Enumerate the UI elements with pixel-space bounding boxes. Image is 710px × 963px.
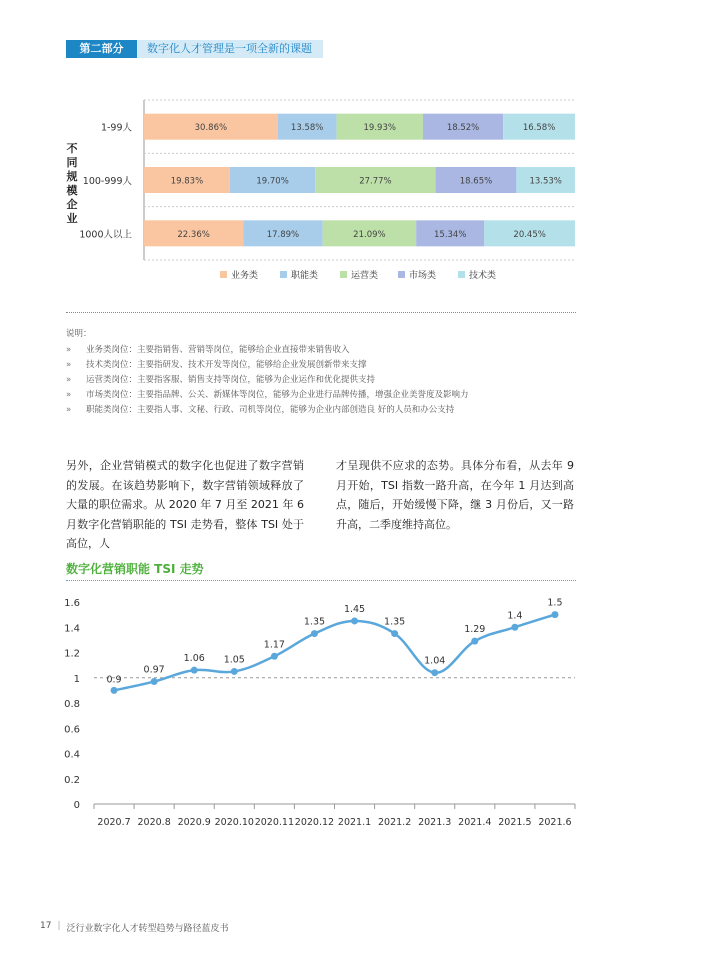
footer [40,921,229,934]
line-x-label: 2020.8 [137,817,171,828]
footer-separator: | [57,921,61,931]
bar-data-label: 13.58% [290,123,324,134]
line-ytick-label: 0.6 [64,724,80,736]
line-data-label: 1.5 [547,597,563,609]
line-ytick-label: 0.2 [64,774,80,786]
bar-legend-label: 职能类 [291,271,319,281]
line-point [311,630,318,637]
line-point [151,678,158,685]
bar-ylabel-char: 不 [66,142,78,155]
line-point [351,617,358,624]
bar-data-label: 15.34% [434,229,467,240]
bar-data-label: 21.09% [353,229,386,240]
line-x-label: 2021.6 [538,817,572,828]
note-bullet: » [66,405,72,415]
line-point [191,667,198,674]
note-text: 职能类岗位：主要指人事、文秘、行政、司机等岗位，能够为企业内部创造良 好的人员和办公支持 [86,405,455,415]
line-x-label: 2021.4 [458,817,492,828]
line-data-label: 1.4 [507,610,523,622]
line-ytick-label: 1.6 [64,598,80,609]
bar-data-label: 19.83% [170,176,204,187]
line-x-label: 2021.5 [498,817,532,828]
body-text-right: 才呈现供不应求的态势。具体分布看，从去年 9 月开始，TSI 指数一路升高，在今年 1 月达到高点，随后，开始缓慢下降，继 3 月份后，又一路升高，二季度维持高位。 [336,459,574,531]
bar-data-label: 19.93% [363,123,396,134]
line-data-label: 1.35 [303,616,326,628]
line-point [511,624,518,631]
note-item [66,403,586,418]
bar-legend-label: 业务类 [231,271,259,281]
note-bullet: » [66,375,72,385]
bar-legend-swatch [398,271,405,278]
bar-data-label: 16.58% [522,123,556,134]
line-ytick-label: 0.4 [64,749,80,761]
line-data-label: 1.17 [263,639,285,651]
note-bullet: » [66,360,72,370]
line-point [551,611,558,618]
bar-ylabel-char: 模 [66,184,78,197]
note-text: 技术类岗位：主要指研发、技术开发等岗位，能够给企业发展创新带来支撑 [86,360,367,370]
note-text: 运营类岗位：主要指客服、销售支持等岗位，能够为企业运作和优化提供支持 [86,375,376,385]
note-text: 业务类岗位：主要指销售、营销等岗位，能够给企业直接带来销售收入 [86,345,350,355]
bar-legend-label: 运营类 [351,271,379,281]
bar-ylabel-char: 业 [66,212,78,225]
section-title: 数字化人才管理是一项全新的课题 [137,40,323,58]
line-ytick-label: 1 [73,673,80,685]
bar-legend-label: 技术类 [469,271,497,281]
line-series [114,615,555,691]
note-bullet: » [66,345,72,355]
bar-data-label: 20.45% [513,229,546,240]
bar-legend-swatch [340,271,347,278]
note-bullet: » [66,390,72,400]
line-x-label: 2020.10 [214,817,254,828]
bar-data-label: 19.70% [256,176,289,187]
bar-category-label: 1-99人 [100,122,132,134]
line-x-label: 2021.3 [418,817,452,828]
bar-data-label: 13.53% [529,176,562,187]
line-ytick-label: 1.2 [64,648,80,660]
notes [66,327,586,418]
note-item [66,388,586,403]
bar-legend-swatch [458,271,465,278]
bar-category-label: 100-999人 [82,176,132,187]
line-data-label: 1.05 [223,654,245,666]
line-point [391,630,398,637]
line-data-label: 1.35 [384,616,406,628]
line-data-label: 1.29 [464,624,486,636]
line-point [471,638,478,645]
bar-data-label: 30.86% [194,123,228,134]
line-x-label: 2021.2 [378,817,412,828]
bar-data-label: 17.89% [266,229,300,240]
bar-data-label: 18.52% [446,123,480,134]
body-text-left: 另外，企业营销模式的数字化也促进了数字营销的发展。在该趋势影响下，数字营销领域释放了大量的职位需求。从 2020 年 7 月至 2021 年 6 月数字化营销职能的 TSI 走势看，整体 TSI 处于高位，人 [66,459,304,550]
line-x-label: 2021.1 [337,817,372,828]
note-item [66,373,586,388]
page-number: 17 [40,921,52,931]
line-x-label: 2020.9 [177,817,211,828]
line-x-label: 2020.11 [254,817,295,828]
note-text: 市场类岗位：主要指品牌、公关、新媒体等岗位，能够为企业进行品牌传播，增强企业美誉度及影响力 [86,390,469,400]
line-chart [50,590,595,840]
line-ytick-label: 0.8 [64,699,80,710]
bar-data-label: 22.36% [177,229,210,240]
bar-data-label: 18.65% [459,176,493,187]
line-point [111,687,118,694]
line-chart-title: 数字化营销职能 TSI 走势 [66,562,204,576]
line-point [431,669,438,676]
line-data-label: 1.04 [424,655,446,667]
line-ytick-label: 0 [73,800,80,811]
divider-top [66,312,576,313]
line-x-label: 2020.7 [97,817,131,828]
line-data-label: 1.45 [343,603,366,615]
line-ytick-label: 1.4 [64,623,80,635]
line-chart-svg [50,590,595,840]
note-item [66,343,586,358]
line-point [271,653,278,660]
line-x-label: 2020.12 [294,817,335,828]
stacked-bar-chart [60,88,580,298]
section-tag: 第二部分 [66,40,137,58]
line-point [231,668,238,675]
bar-category-label: 1000人以上 [79,229,132,241]
bar-legend-swatch [220,271,227,278]
bar-legend-swatch [280,271,287,278]
note-item [66,358,586,373]
bar-ylabel-char: 同 [66,156,78,169]
line-data-label: 1.06 [183,653,205,665]
divider-line-chart [66,580,576,581]
notes-label: 说明： [66,329,92,339]
notes-list [66,343,586,418]
line-data-label: 0.9 [106,674,122,686]
bar-ylabel-char: 规 [66,170,78,183]
bar-legend-label: 市场类 [409,271,437,281]
footer-title: 泛行业数字化人才转型趋势与路径蓝皮书 [66,924,229,934]
stacked-bar-chart-svg [60,88,580,298]
section-header [66,40,323,58]
line-data-label: 0.97 [143,664,165,676]
bar-data-label: 27.77% [359,176,392,187]
bar-ylabel-char: 企 [66,198,78,211]
